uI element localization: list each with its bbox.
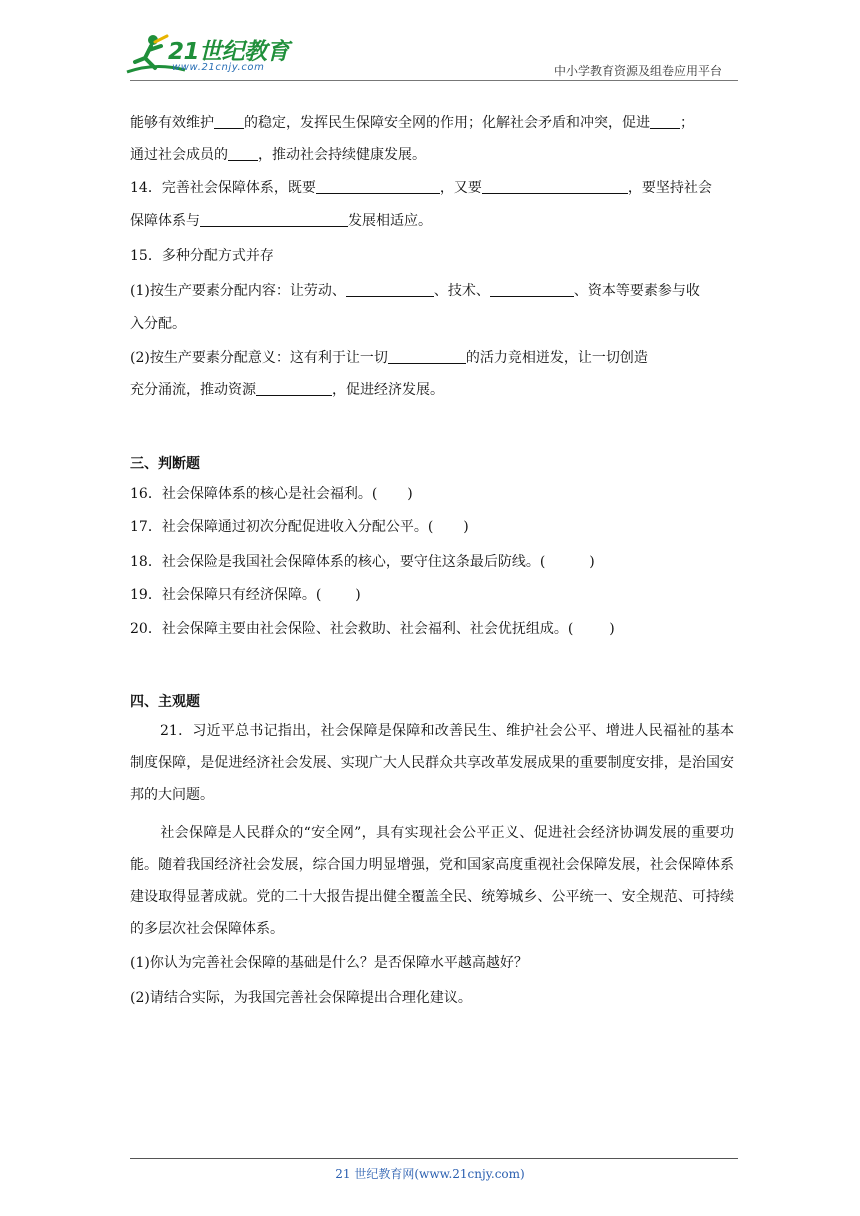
fill-line-1: 能够有效维护 的稳定，发挥民生保障安全网的作用；化解社会矛盾和冲突，促进 ； [130, 115, 694, 131]
question-15-1: (1)按生产要素分配内容：让劳动、 、技术、 、资本等要素参与收 [130, 283, 700, 299]
section-title-judge: 三、判断题 [130, 456, 200, 472]
question-15: 15．多种分配方式并存 [130, 248, 274, 264]
question-21-sub-2: (2)请结合实际，为我国完善社会保障提出合理化建议。 [130, 990, 472, 1006]
question-14-cont: 保障体系与 发展相适应。 [130, 213, 432, 229]
question-21-paragraph-2: 社会保障是人民群众的“安全网”，具有实现社会公平正义、促进社会经济协调发展的重要功能。随着我国经济社会发展，综合国力明显增强，党和国家高度重视社会保障发展，社会保障体系建设取得显著成就。党的二十大报告提出健全覆盖全民、统筹城乡、公平统一、安全规范、可持续的多层次社会保障体系。 [130, 825, 734, 937]
footer-divider [130, 1158, 738, 1159]
logo-text: 21世纪教育 [168, 39, 290, 65]
question-15-1-cont: 入分配。 [130, 316, 186, 332]
header-divider [130, 80, 738, 81]
question-21-paragraph-1: 21．习近平总书记指出，社会保障是保障和改善民生、维护社会公平、增进人民福祉的基本制度保障，是促进经济社会发展、实现广大人民群众共享改革发展成果的重要制度安排，是治国安邦的大问题。 [130, 723, 734, 803]
section-title-subjective: 四、主观题 [130, 694, 200, 710]
judge-item-16: 16．社会保障体系的核心是社会福利。( ) [130, 486, 413, 502]
page-header [0, 0, 860, 84]
question-15-2: (2)按生产要素分配意义：这有利于让一切 的活力竞相迸发，让一切创造 [130, 350, 648, 366]
judge-item-17: 17．社会保障通过初次分配促进收入分配公平。( ) [130, 519, 469, 535]
judge-item-18: 18．社会保险是我国社会保障体系的核心，要守住这条最后防线。( ) [130, 554, 595, 570]
fill-line-2: 通过社会成员的 ，推动社会持续健康发展。 [130, 147, 426, 163]
platform-title: 中小学教育资源及组卷应用平台 [553, 64, 722, 78]
judge-item-20: 20．社会保障主要由社会保险、社会救助、社会福利、社会优抚组成。( ) [130, 621, 615, 637]
judge-item-19: 19．社会保障只有经济保障。( ) [130, 587, 361, 603]
logo-url: www.21cnjy.com [172, 62, 265, 73]
question-14: 14．完善社会保障体系，既要 ，又要 ，要坚持社会 [130, 180, 712, 196]
question-15-2-cont: 充分涌流，推动资源 ，促进经济发展。 [130, 382, 444, 398]
question-21-sub-1: (1)你认为完善社会保障的基础是什么？是否保障水平越高越好？ [130, 955, 528, 971]
footer-text: 21 世纪教育网(www.21cnjy.com) [335, 1167, 525, 1181]
